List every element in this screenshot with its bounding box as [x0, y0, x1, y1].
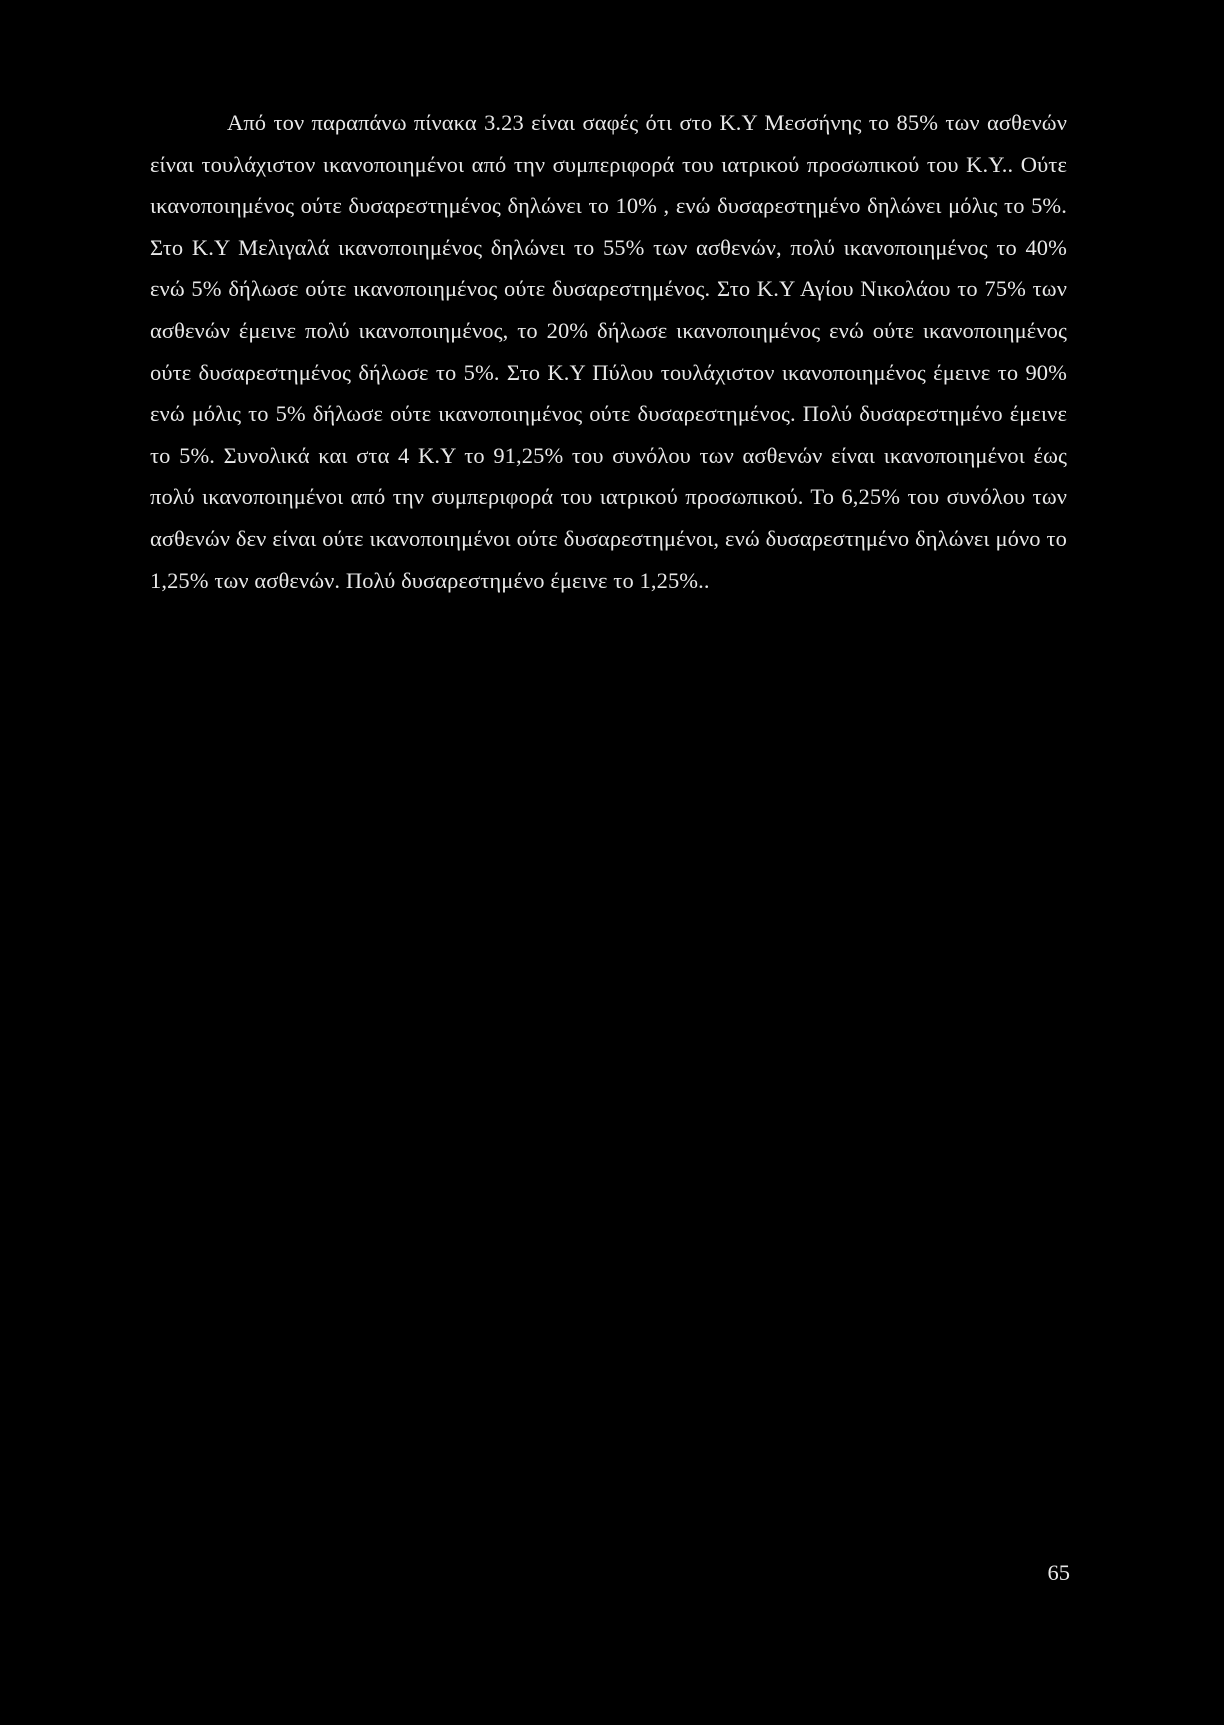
- page-number: 65: [1047, 1560, 1070, 1585]
- body-paragraph: Από τον παραπάνω πίνακα 3.23 είναι σαφές ότι στο Κ.Υ Μεσσήνης το 85% των ασθενών είναι τουλάχιστον ικανοποιημένοι από την συμπεριφορά του ιατρικού προσωπικού του Κ.Υ.. Ούτε ικανοποιημένος ούτε δυσαρεστημένος δηλώνει το 10% , ενώ δυσαρεστημένο δηλώνει μόλις το 5%. Στο Κ.Υ Μελιγαλά ικανοποιημένος δηλώνει το 55% των ασθενών, πολύ ικανοποιημένος το 40% ενώ 5% δήλωσε ούτε ικανοποιημένος ούτε δυσαρεστημένος. Στο Κ.Υ Αγίου Νικολάου το 75% των ασθενών έμεινε πολύ ικανοποιημένος, το 20% δήλωσε ικανοποιημένος ενώ ούτε ικανοποιημένος ούτε δυσαρεστημένος δήλωσε το 5%. Στο Κ.Υ Πύλου τουλάχιστον ικανοποιημένος έμεινε το 90% ενώ μόλις το 5% δήλωσε ούτε ικανοποιημένος ούτε δυσαρεστημένος. Πολύ δυσαρεστημένο έμεινε το 5%. Συνολικά και στα 4 Κ.Υ το 91,25% του συνόλου των ασθενών είναι ικανοποιημένοι έως πολύ ικανοποιημένοι από την συμπεριφορά του ιατρικού προσωπικού. Το 6,25% του συνόλου των ασθενών δεν είναι ούτε ικανοποιημένοι ούτε δυσαρεστημένοι, ενώ δυσαρεστημένο δηλώνει μόνο το 1,25% των ασθενών. Πολύ δυσαρεστημένο έμεινε το 1,25%..: [150, 110, 1067, 593]
